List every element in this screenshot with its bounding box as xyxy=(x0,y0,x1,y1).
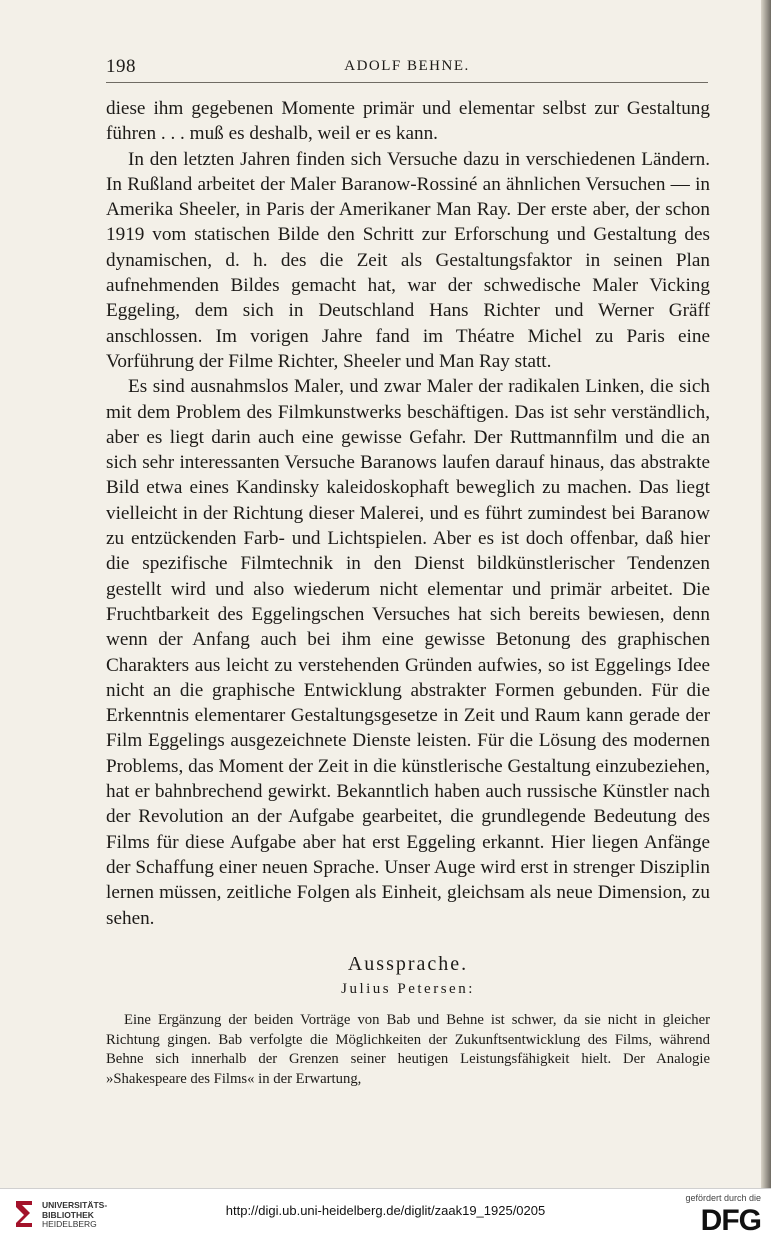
source-url-link[interactable]: http://digi.ub.uni-heidelberg.de/diglit/zaak19_1925/0205 xyxy=(225,1203,546,1218)
viewer-footer xyxy=(0,1188,771,1243)
dfg-logo-icon[interactable]: DFG xyxy=(700,1204,761,1237)
paragraph: diese ihm gegebenen Momente primär und elementar selbst zur Gestaltung führen . . . muß es deshalb, weil er es kann. xyxy=(106,98,710,145)
library-name: UNIVERSITÄTS- BIBLIOTHEK HEIDELBERG xyxy=(42,1200,108,1229)
discussion-text: Eine Ergänzung der beiden Vorträge von Bab und Behne ist schwer, da sie nicht in gleicher Richtung gingen. Bab verfolgte die Möglichkeiten der Zukunftsentwicklung des Films, während Behne sich innerhalb der Grenzen seiner heutigen Leistungsfähigkeit hielt. Der Analogie »Shakespeare des Films« in der Erwartung, xyxy=(106,1012,710,1087)
speaker-name: Julius Petersen: xyxy=(341,981,475,997)
page-edge-shadow xyxy=(761,0,771,1188)
paragraph: Es sind ausnahmslos Maler, und zwar Maler der radikalen Linken, die sich mit dem Problem des Filmkunstwerks beschäftigen. Das ist sehr verständlich, aber es liegt darin auch eine gewisse Gefahr. Der Ruttmannfilm und die an sich sehr interessanten Versuche Baranows laufen darauf hinaus, das abstrakte Bild etwa eines Kandinsky kaleidoskophaft beweglich zu machen. Das liegt vielleicht in der Richtung dieser Malerei, und es führt zumindest bei Baranow zu entzückenden Farb- und Lichtspielen. Aber es ist doch offenbar, daß hier die spezifische Filmtechnik in den Dienst bildkünstlerischer Tendenzen gestellt wird und also wiederum nicht elementar und primär arbeitet. Die Fruchtbarkeit des Eggelingschen Versuches hat sich bereits bewiesen, denn wenn der Anfang auch bei ihm eine gewisse Betonung des graphischen Charakters aus leicht zu verstehenden Gründen aufwies, so ist Eggelings Idee nicht an die graphische Entwicklung abstrakter Formen gebunden. Für die Erkenntnis elementarer Gestaltungsgesetze in Zeit und Raum kann gerade der Film Eggelings ausgezeichnete Dienste leisten. Für die Lösung des modernen Problems, das Moment der Zeit in die künstlerische Gestaltung einzubeziehen, hat er bahnbrechend gewirkt. Bekanntlich haben auch russische Künstler nach der Revolution an der Aufgabe gearbeitet, die grundlegende Bedeutung des Films für diese Aufgabe aber hat erst Eggeling erkannt. Hier liegen Anfänge der Schaffung einer neuen Sprache. Unser Auge wird erst in strenger Disziplin lernen müssen, zeitliche Folgen als Einheit, gleichsam als neue Dimension, zu sehen. xyxy=(106,376,710,929)
page-header xyxy=(106,56,708,83)
page-number: 198 xyxy=(106,56,136,77)
funding-notice xyxy=(671,1193,761,1236)
section-heading: Aussprache. xyxy=(347,953,469,975)
body-text xyxy=(106,96,710,931)
running-head: ADOLF BEHNE. xyxy=(344,58,470,74)
funding-label: gefördert durch die xyxy=(685,1193,761,1203)
paragraph: In den letzten Jahren finden sich Versuche dazu in verschiedenen Ländern. In Rußland arbeitet der Maler Baranow-Rossiné an ähnlichen Versuchen — in Amerika Sheeler, in Paris der Amerikaner Man Ray. Der erste aber, der schon 1919 vom statischen Bilde den Schritt zur Erforschung und Gestaltung des dynamischen, d. h. des die Zeit als Gestaltungsfaktor in seinen Plan aufnehmenden Bildes gemacht hat, war der schwedische Maler Vicking Eggeling, dem sich in Deutschland Hans Richter und Werner Gräff anschlossen. Im vorigen Jahre fand im Théatre Michel zu Paris eine Vorführung der Filme Richter, Sheeler und Man Ray statt. xyxy=(106,148,710,372)
